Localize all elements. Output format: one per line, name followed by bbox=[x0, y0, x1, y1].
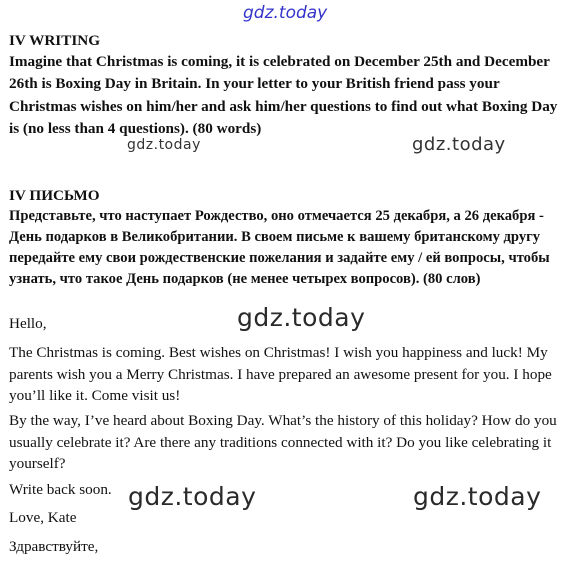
watermark-small-left: gdz.today bbox=[127, 137, 201, 153]
english-task bbox=[9, 31, 565, 141]
watermark-bottom-left: gdz.today bbox=[128, 482, 257, 511]
letter-paragraph-2: By the way, I’ve heard about Boxing Day. What’s the history of this holiday? How do you usually celebrate it? Are there any traditions connected with it? Do you like celebrating it yourself? bbox=[9, 412, 557, 472]
russian-task-heading: IV ПИСЬМО bbox=[9, 187, 100, 204]
letter-greeting: Hello, bbox=[9, 315, 47, 332]
watermark-bottom-right: gdz.today bbox=[413, 482, 542, 511]
russian-task bbox=[9, 186, 565, 290]
english-task-heading: IV WRITING bbox=[9, 32, 101, 49]
letter-paragraph-1: The Christmas is coming. Best wishes on Christmas! I wish you happiness and luck! My parents wish you a Merry Christmas. I have prepared an awesome present for you. I hope you’ll like it. Come visit us! bbox=[9, 344, 552, 404]
english-task-instruction: Imagine that Christmas is coming, it is celebrated on December 25th and December 26th is Boxing Day in Britain. In your letter to your British friend pass your Christmas wishes on him/her and ask him/her questions to find out what Boxing Day is (no less than 4 questions). (80 words) bbox=[9, 53, 558, 138]
letter-closing: Write back soon. bbox=[9, 481, 112, 498]
watermark-top: gdz.today bbox=[243, 3, 328, 23]
russian-task-instruction: Представьте, что наступает Рождество, оно отмечается 25 декабря, а 26 декабря - День подарков в Великобритании. В своем письме к вашему британскому другу передайте ему свои рождественские пожелания и задайте ему / ей вопросы, чтобы узнать, что такое День подарков (не менее четырех вопросов). (80 слов) bbox=[9, 208, 550, 287]
letter-russian-greeting: Здравствуйте, bbox=[9, 538, 99, 555]
watermark-small-right: gdz.today bbox=[412, 134, 506, 155]
letter-signature: Love, Kate bbox=[9, 509, 77, 526]
watermark-middle: gdz.today bbox=[237, 303, 366, 332]
